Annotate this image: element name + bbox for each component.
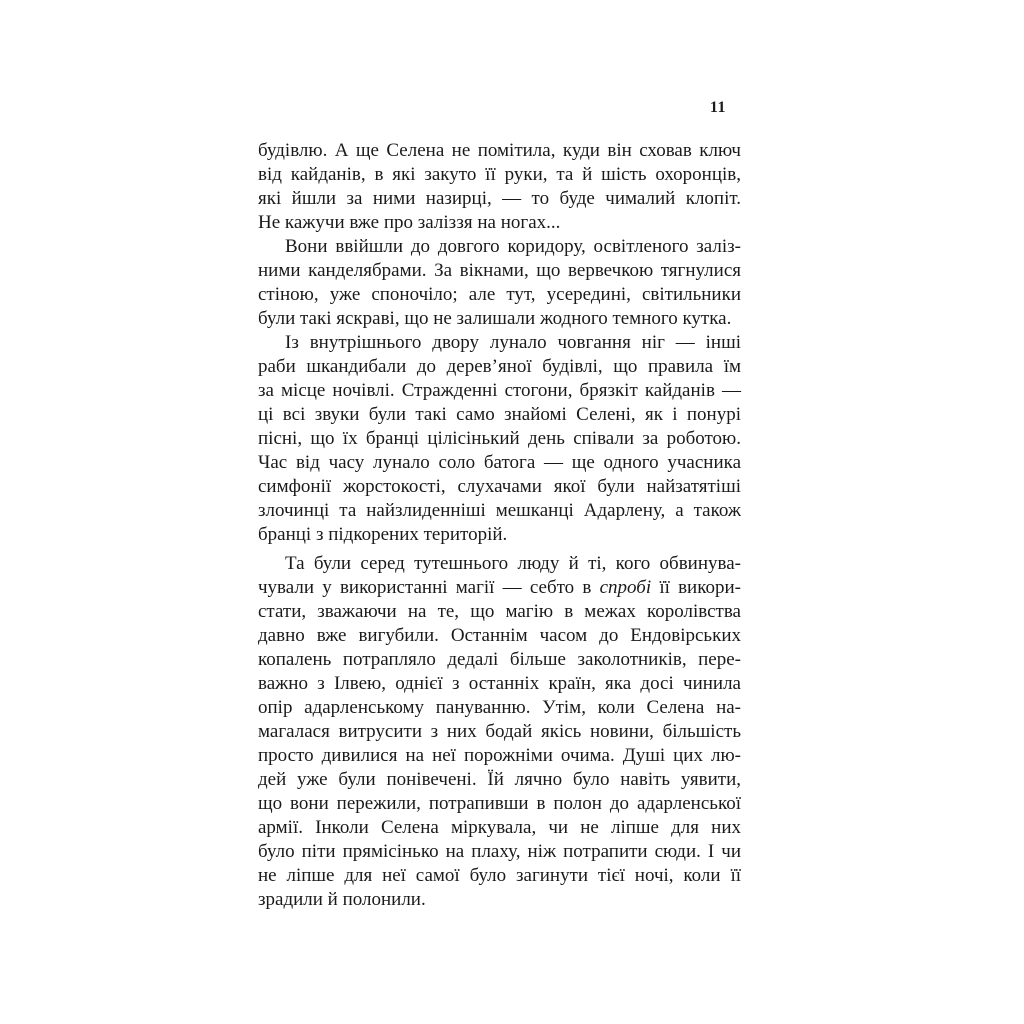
- text-line: [258, 840, 741, 864]
- text-segment: Не кажучи вже про заліззя на ногах...: [258, 212, 561, 233]
- paragraph: [258, 552, 741, 912]
- text-segment: пісні, що їх бранці цілісінький день співали за роботою.: [258, 428, 741, 449]
- text-segment: магалася витрусити з них бодай якісь новини, більшість: [258, 721, 741, 742]
- text-segment: опір адарленському пануванню. Утім, коли Селена на-: [258, 697, 741, 718]
- text-segment: зрадили й полонили.: [258, 889, 426, 910]
- text-line: [258, 427, 741, 451]
- text-segment: стіною, уже споночіло; але тут, усередині, світильники: [258, 284, 741, 305]
- text-line: [258, 139, 741, 163]
- text-line: [258, 331, 741, 355]
- text-line: [258, 355, 741, 379]
- text-segment: давно вже вигубили. Останнім часом до Ендовірських: [258, 625, 741, 646]
- text-segment: армії. Інколи Селена міркувала, чи не ліпше для них: [258, 817, 741, 838]
- text-line: [258, 523, 741, 547]
- text-segment: від кайданів, в які закуто її руки, та й шість охоронців,: [258, 164, 741, 185]
- text-segment: чували у використанні магії — себто в: [258, 577, 600, 598]
- text-segment: Та були серед тутешнього люду й ті, кого обвинува-: [285, 553, 741, 574]
- text-segment: були такі яскраві, що не залишали жодного темного кутка.: [258, 308, 732, 329]
- text-segment: симфонії жорстокості, слухачами якої були найзатятіші: [258, 476, 741, 497]
- text-line: [258, 403, 741, 427]
- page-number: 11: [709, 99, 726, 116]
- text-segment: ними канделябрами. За вікнами, що вервечкою тягнулися: [258, 260, 741, 281]
- text-segment: раби шкандибали до дерев’яної будівлі, що правила їм: [258, 356, 741, 377]
- text-segment: просто дивилися на неї порожніми очима. Душі цих лю-: [258, 745, 741, 766]
- text-line: [258, 451, 741, 475]
- text-segment: Час від часу лунало соло батога — ще одного учасника: [258, 452, 741, 473]
- text-segment: Із внутрішнього двору лунало човгання ніг — інші: [285, 332, 741, 353]
- text-line: [258, 576, 741, 600]
- paragraph: [258, 331, 741, 547]
- text-line: [258, 211, 741, 235]
- text-line: [258, 720, 741, 744]
- text-segment: не ліпше для неї самої було загинути тієї ночі, коли її: [258, 865, 741, 886]
- text-line: [258, 163, 741, 187]
- text-line: [258, 283, 741, 307]
- text-segment: бранці з підкорених територій.: [258, 524, 508, 545]
- text-line: [258, 552, 741, 576]
- text-segment: за місце ночівлі. Стражденні стогони, брязкіт кайданів —: [258, 380, 741, 401]
- text-segment: злочинці та найзлиденніші мешканці Адарлену, а також: [258, 500, 741, 521]
- text-line: [258, 187, 741, 211]
- text-line: [258, 235, 741, 259]
- text-line: [258, 624, 741, 648]
- text-line: [258, 259, 741, 283]
- page-text: [258, 139, 741, 912]
- text-segment: Вони ввійшли до довгого коридору, освітленого заліз-: [285, 236, 741, 257]
- text-line: [258, 307, 741, 331]
- text-segment: стати, зважаючи на те, що магію в межах королівства: [258, 601, 741, 622]
- text-line: [258, 672, 741, 696]
- text-line: [258, 888, 741, 912]
- text-line: [258, 600, 741, 624]
- text-line: [258, 499, 741, 523]
- text-segment: було піти прямісінько на плаху, ніж потрапити сюди. І чи: [258, 841, 741, 862]
- text-segment: її викори-: [651, 577, 741, 598]
- text-segment: копалень потрапляло дедалі більше заколотників, пере-: [258, 649, 741, 670]
- text-line: [258, 744, 741, 768]
- text-line: [258, 792, 741, 816]
- text-line: [258, 475, 741, 499]
- text-segment: важно з Ілвею, однієї з останніх країн, яка досі чинила: [258, 673, 741, 694]
- text-line: [258, 768, 741, 792]
- text-line: [258, 864, 741, 888]
- text-line: [258, 816, 741, 840]
- text-segment: що вони пережили, потрапивши в полон до адарленської: [258, 793, 741, 814]
- paragraph: [258, 139, 741, 235]
- text-line: [258, 648, 741, 672]
- text-segment: будівлю. А ще Селена не помітила, куди він сховав ключ: [258, 140, 741, 161]
- text-segment: які йшли за ними назирці, — то буде чималий клопіт.: [258, 188, 741, 209]
- text-segment: ці всі звуки були такі само знайомі Селені, як і понурі: [258, 404, 741, 425]
- text-segment: дей уже були понівечені. Їй лячно було навіть уявити,: [258, 769, 741, 790]
- italic-text: спробі: [599, 577, 652, 598]
- text-line: [258, 696, 741, 720]
- paragraph: [258, 235, 741, 331]
- text-line: [258, 379, 741, 403]
